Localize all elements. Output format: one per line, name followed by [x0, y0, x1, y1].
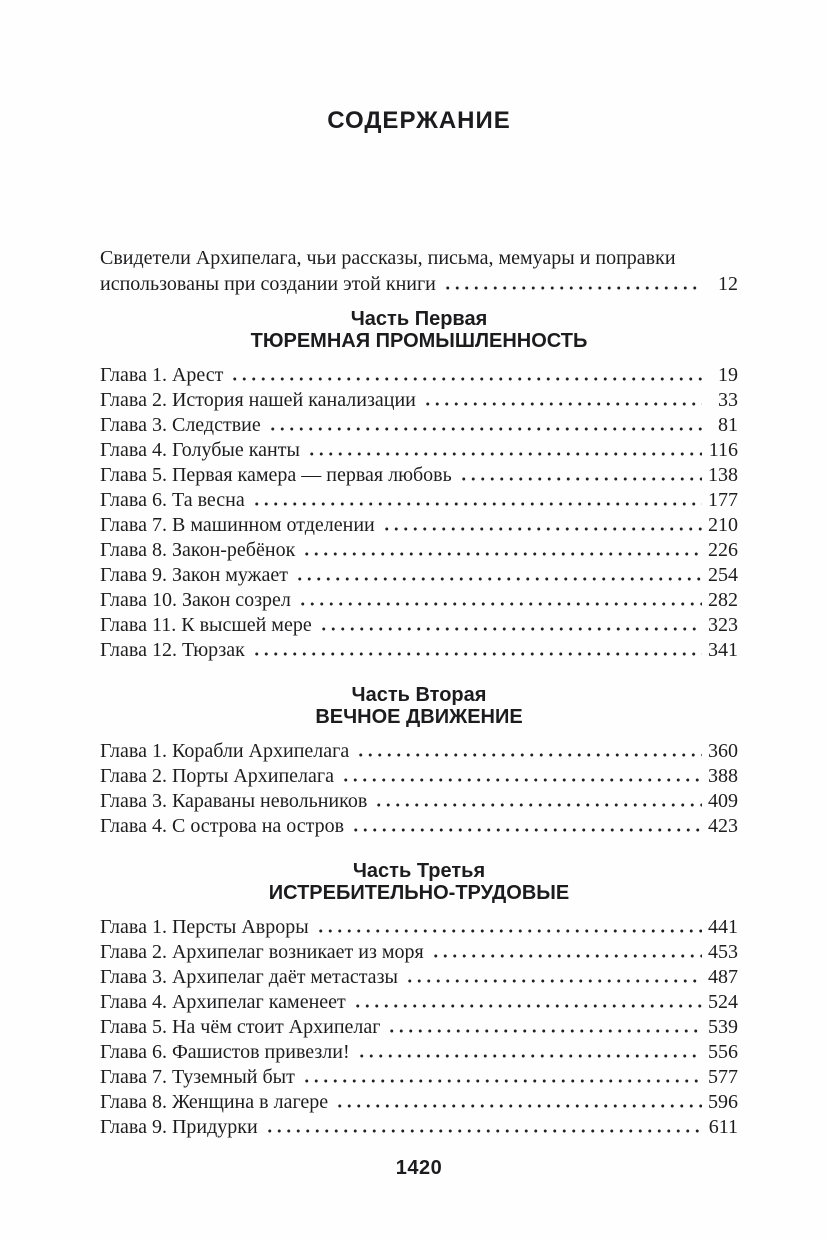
chapter-title: Глава 4. С острова на остров [100, 815, 345, 837]
chapter-entry-part1-ch5 [100, 463, 738, 488]
intro-entry [100, 245, 738, 297]
chapter-page-number: 487 [708, 966, 738, 988]
chapter-title: Глава 2. Порты Архипелага [100, 765, 334, 787]
part-heading [100, 860, 738, 904]
dot-leader [252, 502, 702, 506]
chapter-title: Глава 2. История нашей канализации [100, 389, 416, 411]
dot-leader [295, 577, 702, 581]
dot-leader [374, 803, 702, 807]
chapter-page-number: 177 [708, 489, 738, 511]
dot-leader [268, 427, 702, 431]
chapter-entry-part3-ch9 [100, 1115, 738, 1140]
chapter-page-number: 409 [708, 790, 738, 812]
chapter-title: Глава 3. Караваны невольников [100, 790, 368, 812]
chapter-list [100, 915, 738, 1140]
chapter-entry-part1-ch9 [100, 563, 738, 588]
chapter-page-number: 423 [708, 815, 738, 837]
dot-leader [335, 1104, 702, 1108]
chapter-page-number: 577 [708, 1066, 738, 1088]
chapter-page-number: 254 [708, 564, 738, 586]
dot-leader [382, 527, 702, 531]
dot-leader [302, 552, 702, 556]
chapter-entry-part1-ch4 [100, 438, 738, 463]
chapter-page-number: 33 [718, 389, 738, 411]
dot-leader [405, 979, 702, 983]
intro-entry-line2-row [100, 271, 738, 297]
part-label: Часть Третья [352, 860, 486, 882]
chapter-page-number: 524 [708, 991, 738, 1013]
chapter-title: Глава 5. Первая камера — первая любовь [100, 464, 452, 486]
chapter-page-number: 341 [708, 639, 738, 661]
chapter-title: Глава 12. Тюрзак [100, 639, 245, 661]
chapter-entry-part1-ch8 [100, 538, 738, 563]
chapter-title: Глава 7. Туземный быт [100, 1066, 295, 1088]
chapter-page-number: 388 [708, 765, 738, 787]
chapter-page-number: 138 [708, 464, 738, 486]
chapter-entry-part1-ch10 [100, 588, 738, 613]
dot-leader [319, 627, 702, 631]
chapter-page-number: 19 [718, 364, 738, 386]
part-heading [100, 684, 738, 728]
dot-leader [356, 753, 702, 757]
toc-part-section [100, 308, 738, 663]
chapter-title: Глава 5. На чём стоит Архипелаг [100, 1016, 381, 1038]
chapter-title: Глава 4. Архипелаг каменеет [100, 991, 346, 1013]
chapter-title: Глава 11. К высшей мере [100, 614, 312, 636]
dot-leader [431, 954, 702, 958]
chapter-list [100, 363, 738, 663]
chapter-entry-part3-ch4 [100, 990, 738, 1015]
chapter-entry-part2-ch2 [100, 764, 738, 789]
dot-leader [351, 828, 702, 832]
toc-part-section [100, 684, 738, 839]
chapter-title: Глава 6. Фашистов привезли! [100, 1041, 350, 1063]
chapter-title: Глава 9. Придурки [100, 1116, 258, 1138]
intro-entry-page-number: 12 [718, 273, 738, 295]
chapter-title: Глава 1. Арест [100, 364, 224, 386]
chapter-title: Глава 3. Следствие [100, 414, 261, 436]
chapter-entry-part3-ch5 [100, 1015, 738, 1040]
chapter-entry-part1-ch1 [100, 363, 738, 388]
dot-leader [252, 652, 702, 656]
chapter-entry-part2-ch1 [100, 739, 738, 764]
intro-entry-line1: Свидетели Архипелага, чьи рассказы, письма, мемуары и поправки [100, 247, 676, 269]
chapter-page-number: 116 [708, 439, 738, 461]
chapter-title: Глава 8. Закон-ребёнок [100, 539, 296, 561]
chapter-title: Глава 3. Архипелаг даёт метастазы [100, 966, 398, 988]
chapter-entry-part3-ch3 [100, 965, 738, 990]
chapter-entry-part1-ch2 [100, 388, 738, 413]
chapter-entry-part1-ch11 [100, 613, 738, 638]
chapter-entry-part3-ch6 [100, 1040, 738, 1065]
dot-leader [443, 286, 702, 290]
chapter-page-number: 556 [708, 1041, 738, 1063]
part-title: ИСТРЕБИТЕЛЬНО-ТРУДОВЫЕ [268, 882, 570, 904]
chapter-title: Глава 4. Голубые канты [100, 439, 300, 461]
chapter-entry-part1-ch3 [100, 413, 738, 438]
dot-leader [298, 602, 702, 606]
chapter-entry-part1-ch12 [100, 638, 738, 663]
chapter-page-number: 210 [708, 514, 738, 536]
dot-leader [423, 402, 702, 406]
page-title: СОДЕРЖАНИЕ [327, 107, 511, 134]
chapter-page-number: 81 [718, 414, 738, 436]
dot-leader [230, 377, 702, 381]
dot-leader [341, 778, 702, 782]
chapter-title: Глава 10. Закон созрел [100, 589, 291, 611]
dot-leader [307, 452, 702, 456]
chapter-title: Глава 8. Женщина в лагере [100, 1091, 329, 1113]
chapter-page-number: 441 [708, 916, 738, 938]
toc-part-section [100, 860, 738, 1140]
chapter-page-number: 596 [708, 1091, 738, 1113]
dot-leader [459, 477, 702, 481]
part-label: Часть Вторая [351, 684, 487, 706]
footer-page-number: 1420 [395, 1157, 443, 1179]
chapter-title: Глава 6. Та весна [100, 489, 245, 511]
part-label: Часть Первая [350, 308, 488, 330]
chapter-page-number: 360 [708, 740, 738, 762]
chapter-page-number: 453 [708, 941, 738, 963]
chapter-entry-part2-ch4 [100, 814, 738, 839]
chapter-entry-part3-ch7 [100, 1065, 738, 1090]
chapter-title: Глава 1. Корабли Архипелага [100, 740, 350, 762]
part-title: ВЕЧНОЕ ДВИЖЕНИЕ [315, 706, 523, 728]
chapter-page-number: 226 [708, 539, 738, 561]
chapter-title: Глава 1. Персты Авроры [100, 916, 309, 938]
dot-leader [316, 929, 702, 933]
parts-container [100, 308, 738, 1140]
dot-leader [387, 1029, 702, 1033]
part-heading [100, 308, 738, 352]
intro-entry-line2: использованы при создании этой книги [100, 273, 436, 295]
chapter-title: Глава 2. Архипелаг возникает из моря [100, 941, 424, 963]
chapter-page-number: 611 [708, 1116, 738, 1138]
chapter-page-number: 282 [708, 589, 738, 611]
chapter-entry-part1-ch7 [100, 513, 738, 538]
chapter-entry-part3-ch8 [100, 1090, 738, 1115]
chapter-list [100, 739, 738, 839]
chapter-title: Глава 9. Закон мужает [100, 564, 288, 586]
toc-content [100, 0, 738, 1180]
dot-leader [353, 1004, 702, 1008]
chapter-entry-part3-ch2 [100, 940, 738, 965]
dot-leader [357, 1054, 702, 1058]
chapter-title: Глава 7. В машинном отделении [100, 514, 375, 536]
dot-leader [302, 1079, 702, 1083]
dot-leader [265, 1129, 702, 1133]
chapter-entry-part1-ch6 [100, 488, 738, 513]
chapter-entry-part3-ch1 [100, 915, 738, 940]
chapter-entry-part2-ch3 [100, 789, 738, 814]
part-title: ТЮРЕМНАЯ ПРОМЫШЛЕННОСТЬ [250, 330, 588, 352]
chapter-page-number: 323 [708, 614, 738, 636]
chapter-page-number: 539 [708, 1016, 738, 1038]
